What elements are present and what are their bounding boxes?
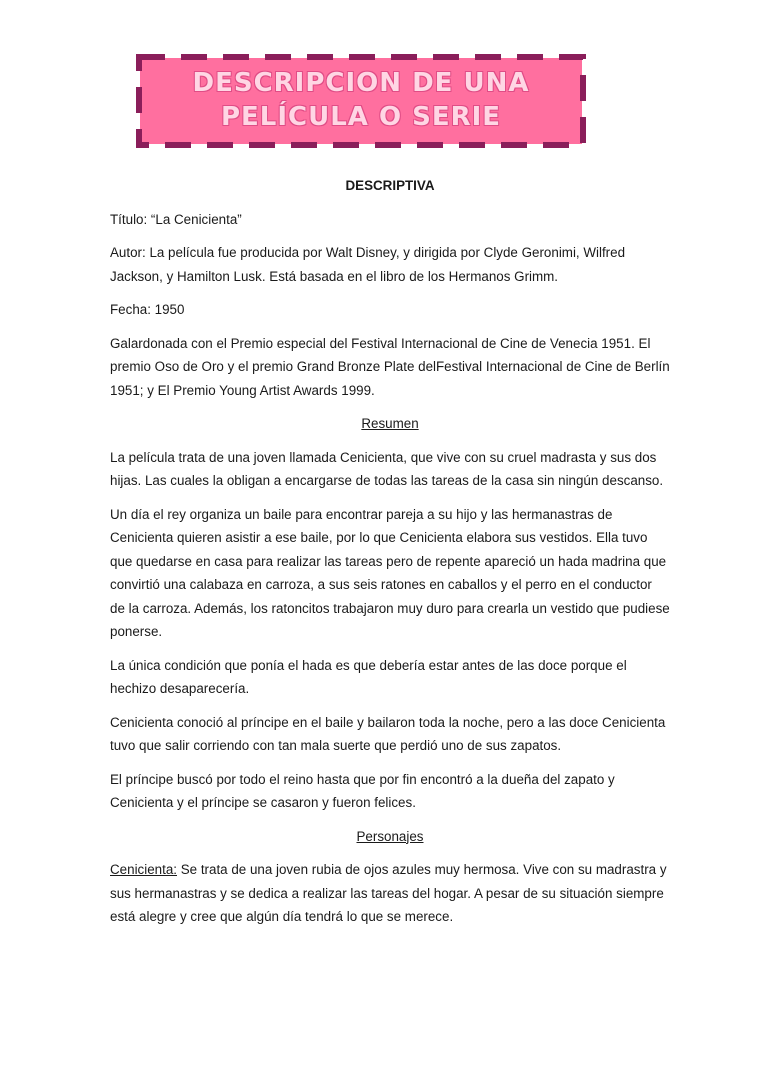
character-name: Cenicienta: xyxy=(110,862,177,877)
movie-awards: Galardonada con el Premio especial del Festival Internacional de Cine de Venecia 1951. El premio Oso de Oro y el premio Grand Bronze Plate delFestival Internacional de Cine de Berlín 1951; y El Premio Young Artist Awards 1999. xyxy=(110,335,670,398)
banner-title-line2: PELÍCULA O SERIE xyxy=(220,102,502,132)
movie-title: Título: “La Cenicienta” xyxy=(110,211,242,227)
summary-paragraph: La película trata de una joven llamada Cenicienta, que vive con su cruel madrasta y sus dos hijas. Las cuales la obligan a encargarse de todas las tareas de la casa sin ningún descanso. xyxy=(110,449,664,488)
summary-paragraph: El príncipe buscó por todo el reino hasta que por fin encontró a la dueña del zapato y Cenicienta y el príncipe se casaron y fueron felices. xyxy=(110,771,615,810)
banner-title xyxy=(136,66,586,134)
summary-paragraph: Cenicienta conoció al príncipe en el baile y bailaron toda la noche, pero a las doce Cenicienta tuvo que salir corriendo con tan mala suerte que perdió uno de sus zapatos. xyxy=(110,714,666,753)
section-heading-personajes: Personajes xyxy=(356,828,424,844)
character-description: Se trata de una joven rubia de ojos azules muy hermosa. Vive con su madrastra y sus hermanastras y se dedica a realizar las tareas del hogar. A pesar de su situación siempre está alegre y cree que algún día tendrá lo que se merece. xyxy=(110,862,667,924)
character-paragraph xyxy=(110,858,670,929)
section-heading-descriptiva: DESCRIPTIVA xyxy=(345,178,435,193)
title-banner xyxy=(136,52,586,150)
banner-title-line1: DESCRIPCION DE UNA xyxy=(192,68,530,98)
summary-paragraph: Un día el rey organiza un baile para encontrar pareja a su hijo y las hermanastras de Cenicienta quieren asistir a ese baile, por lo que Cenicienta elabora sus vestidos. Ella tuvo que quedarse en casa para realizar las tareas pero de repente apareció un hada madrina que convirtió una calabaza en carroza, a sus seis ratones en caballos y el perro en el conductor de la carroza. Además, los ratoncitos trabajaron muy duro para crearla un vestido que pudiese ponerse. xyxy=(110,506,670,639)
movie-author: Autor: La película fue producida por Walt Disney, y dirigida por Clyde Geronimi, Wilfred Jackson, y Hamilton Lusk. Está basada en el libro de los Hermanos Grimm. xyxy=(110,245,626,284)
summary-paragraph: La única condición que ponía el hada es que debería estar antes de las doce porque el hechizo desaparecería. xyxy=(110,657,627,696)
movie-date: Fecha: 1950 xyxy=(110,302,185,317)
section-heading-resumen: Resumen xyxy=(361,416,419,431)
document-body xyxy=(110,174,670,939)
